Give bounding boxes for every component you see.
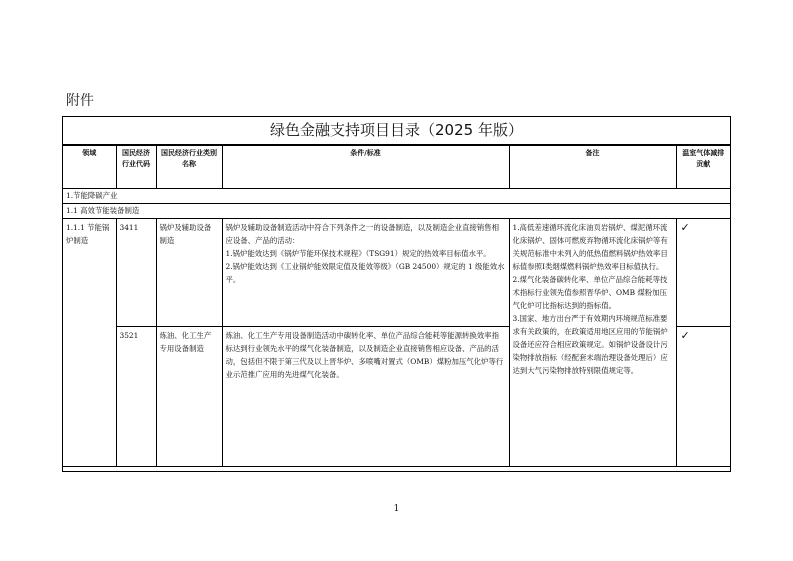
header-ghg: 温室气体减排贡献	[676, 146, 730, 189]
criteria-paragraph: 锅炉及辅助设备制造活动中符合下列条件之一的设备制造，以及制造企业直接销售相应设备、产品的活动：	[225, 223, 499, 245]
subsection-row	[63, 204, 730, 219]
category-cell: 炼油、化工生产专用设备制造	[156, 327, 222, 467]
catalog-table-frame	[62, 116, 731, 472]
criteria-paragraph: 1.锅炉能效达到《锅炉节能环保技术规程》（TSG91）规定的热效率目标值水平。	[225, 249, 491, 258]
code-cell: 3411	[116, 219, 156, 327]
header-remarks: 备注	[509, 146, 676, 189]
catalog-table	[63, 145, 730, 467]
header-row	[63, 146, 730, 189]
remarks-paragraph: 1.高低差速循环流化床油页岩锅炉、煤泥循环流化床锅炉、固体可燃废弃物循环流化床锅炉等有关规范标准中未列入的低热值燃料锅炉热效率目标值参照Ⅰ类烟煤燃料锅炉热效率目标值执行。	[512, 223, 668, 271]
header-criteria: 条件/标准	[222, 146, 509, 189]
page-title: 绿色金融支持项目目录（2025 年版）	[63, 117, 730, 145]
header-code: 国民经济行业代码	[116, 146, 156, 189]
code-cell: 3521	[116, 327, 156, 467]
check-mark-icon: ✓	[676, 219, 730, 327]
section-row	[63, 189, 730, 204]
category-cell: 锅炉及辅助设备制造	[156, 219, 222, 327]
section-title: 1.节能降碳产业	[63, 189, 730, 204]
criteria-paragraph: 2.锅炉能效达到《工业锅炉能效限定值及能效等级》（GB 24500）规定的 1 级能效水平。	[225, 262, 505, 284]
subsection-title: 1.1 高效节能装备制造	[63, 204, 730, 219]
header-category: 国民经济行业类别名称	[156, 146, 222, 189]
table-row	[63, 219, 730, 327]
check-mark-icon: ✓	[676, 327, 730, 467]
field-cell: 1.1.1 节能锅炉制造	[63, 219, 116, 467]
criteria-paragraph: 炼油、化工生产专用设备制造活动中碳转化率、单位产品综合能耗等能源转换效率指标达到行业领先水平的煤气化装备制造，以及制造企业直接销售相应设备、产品的活动，包括但不限于第三代及以上晋华炉、多喷嘴对置式（OMB）煤粉加压气化炉等行业示范推广应用的先进煤气化装备。	[225, 331, 504, 379]
remarks-paragraph: 2.煤气化装备碳转化率、单位产品综合能耗等技术指标行业领先值参照晋华炉、OMB 煤粉加压气化炉可比指标达到的指标值。	[512, 275, 668, 310]
attachment-label: 附件	[66, 93, 94, 109]
page-number: 1	[393, 504, 400, 514]
criteria-cell	[222, 219, 509, 327]
remarks-paragraph: 3.国家、地方出台严于有效期内环境规范标准要求有关政策的，在政策适用地区应用的节能锅炉设备还应符合相应政策规定。如锅炉设备设计污染物排放指标（经配套末端治理设备处理后）应达到大气污染物排放特别限值规定等。	[512, 314, 668, 375]
criteria-cell	[222, 327, 509, 467]
remarks-cell	[509, 219, 676, 467]
header-field: 领域	[63, 146, 116, 189]
